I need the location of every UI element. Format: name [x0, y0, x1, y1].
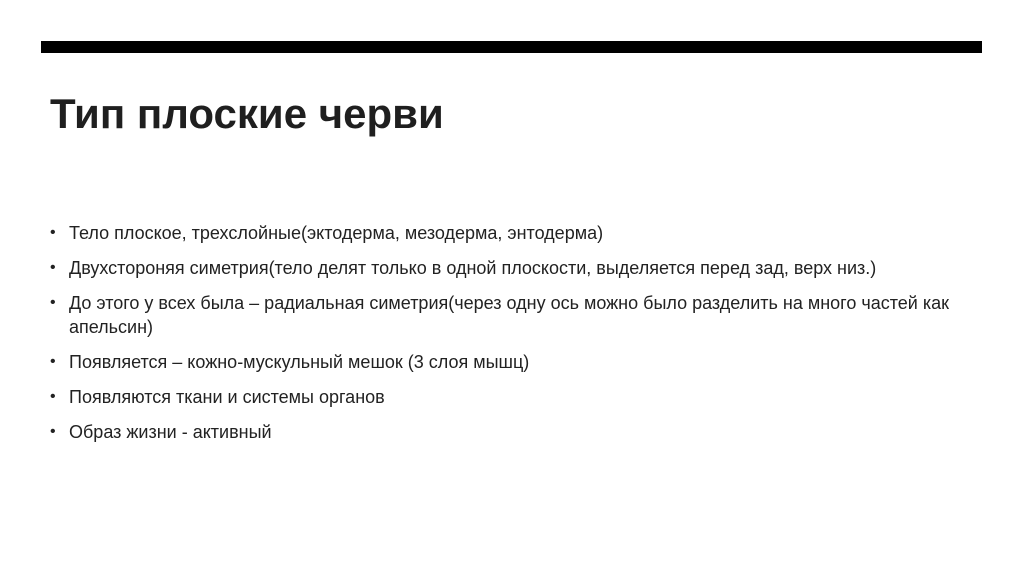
bullet-text: Появляется – кожно-мускульный мешок (3 слоя мышц) — [69, 352, 530, 372]
bullet-dot-icon: • — [50, 224, 56, 241]
bullet-text: Образ жизни - активный — [69, 422, 272, 442]
bullet-text: Тело плоское, трехслойные(эктодерма, мезодерма, энтодерма) — [69, 223, 604, 243]
bullet-dot-icon: • — [50, 388, 56, 405]
bullet-text: До этого у всех была – радиальная симетрия(через одну ось можно было разделить на много частей как апельсин) — [69, 293, 949, 337]
bullet-text: Двухстороняя симетрия(тело делят только в одной плоскости, выделяется перед зад, верх низ.) — [69, 258, 877, 278]
bullet-item — [50, 350, 950, 374]
bullet-item — [50, 256, 950, 280]
bullet-dot-icon: • — [50, 294, 56, 311]
title-rule — [41, 41, 982, 53]
bullet-item — [50, 420, 950, 444]
bullet-dot-icon: • — [50, 353, 56, 370]
bullet-item — [50, 221, 950, 245]
bullet-dot-icon: • — [50, 423, 56, 440]
bullet-dot-icon: • — [50, 259, 56, 276]
slide-title: Тип плоские черви — [50, 90, 444, 137]
bullet-list — [50, 221, 950, 455]
bullet-text: Появляются ткани и системы органов — [69, 387, 385, 407]
bullet-item — [50, 291, 950, 339]
bullet-item — [50, 385, 950, 409]
